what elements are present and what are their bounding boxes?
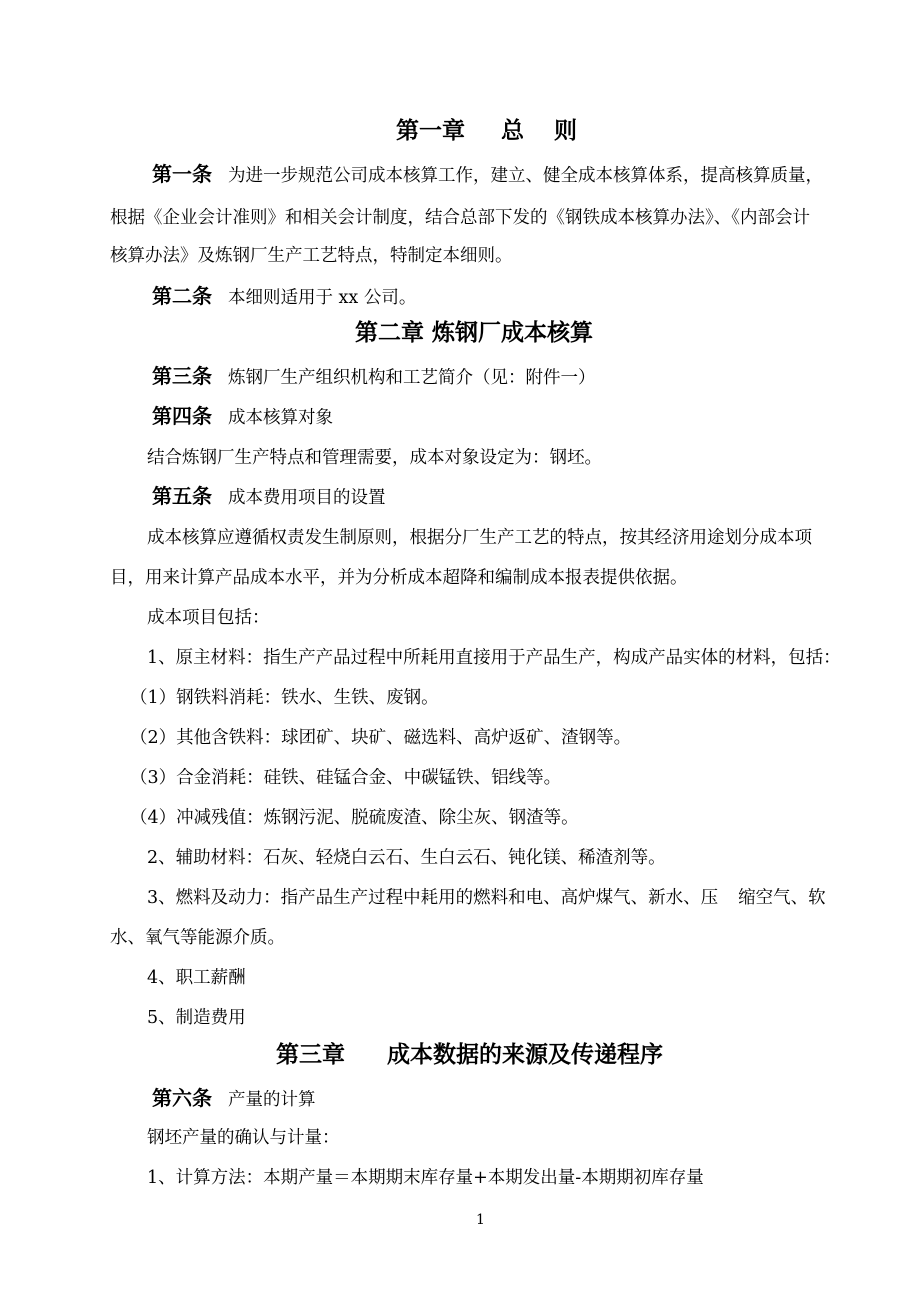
article-5 (152, 484, 386, 510)
chapter-1-title (396, 116, 577, 146)
cost-item-3-part-b: 缩空气、软 (738, 888, 826, 908)
article-6-method: 1、计算方法：本期产量＝本期期末库存量+本期发出量-本期期初库存量 (147, 1168, 704, 1188)
article-1-text: 为进一步规范公司成本核算工作，建立、健全成本核算体系，提高核算质量， (228, 166, 823, 186)
cost-item-1: 1、原主材料：指生产产品过程中所耗用直接用于产品生产，构成产品实体的材料，包括： (147, 648, 841, 668)
article-6-body: 钢坯产量的确认与计量： (147, 1128, 340, 1148)
chapter-1-number: 第一章 (396, 117, 465, 144)
chapter-1-word-b: 则 (554, 117, 577, 144)
article-4 (152, 404, 333, 430)
page-number: 1 (476, 1212, 485, 1228)
cost-item-3-line-2: 水、氧气等能源介质。 (110, 928, 285, 948)
chapter-3-title (276, 1040, 663, 1070)
chapter-2-title: 第二章 炼钢厂成本核算 (355, 319, 594, 346)
chapter-3-number: 第三章 (276, 1041, 345, 1068)
cost-item-1-4: （4）冲减残值：炼钢污泥、脱硫废渣、除尘灰、钢渣等。 (130, 808, 579, 828)
article-5-label: 第五条 (152, 484, 212, 508)
article-4-body: 结合炼钢厂生产特点和管理需要，成本对象设定为：钢坯。 (147, 448, 602, 468)
article-6 (152, 1086, 316, 1112)
cost-item-3-part-a: 3、燃料及动力：指产品生产过程中耗用的燃料和电、高炉煤气、新水、压 (147, 888, 719, 908)
article-2 (152, 284, 416, 310)
article-1-line-1 (152, 162, 823, 188)
cost-item-3-line-1 (147, 886, 826, 910)
cost-item-1-2: （2）其他含铁料：球团矿、块矿、磁选料、高炉返矿、渣钢等。 (130, 728, 632, 748)
article-3-label: 第三条 (152, 364, 212, 388)
article-6-text: 产量的计算 (228, 1090, 316, 1110)
article-2-label: 第二条 (152, 284, 212, 308)
cost-item-1-3: （3）合金消耗：硅铁、硅锰合金、中碳锰铁、铝线等。 (130, 768, 562, 788)
article-1-line-3: 核算办法》及炼钢厂生产工艺特点，特制定本细则。 (110, 246, 513, 266)
chapter-3-text: 成本数据的来源及传递程序 (387, 1041, 663, 1068)
article-3 (152, 364, 596, 390)
article-1-label: 第一条 (152, 162, 212, 186)
article-5-body-2: 目，用来计算产品成本水平，并为分析成本超降和编制成本报表提供依据。 (110, 568, 688, 588)
cost-item-2: 2、辅助材料：石灰、轻烧白云石、生白云石、钝化镁、稀渣剂等。 (147, 848, 666, 868)
cost-item-5: 5、制造费用 (147, 1008, 246, 1028)
article-4-text: 成本核算对象 (228, 408, 333, 428)
cost-item-4: 4、职工薪酬 (147, 968, 246, 988)
article-5-text: 成本费用项目的设置 (228, 488, 386, 508)
article-1-line-2: 根据《企业会计准则》和相关会计制度，结合总部下发的《钢铁成本核算办法》、《内部会计 (110, 208, 810, 228)
article-5-body-1: 成本核算应遵循权责发生制原则，根据分厂生产工艺的特点，按其经济用途划分成本项 (147, 528, 812, 548)
cost-item-1-1: （1）钢铁料消耗：铁水、生铁、废钢。 (130, 688, 439, 708)
article-3-text: 炼钢厂生产组织机构和工艺简介（见：附件一） (228, 368, 596, 388)
article-6-label: 第六条 (152, 1086, 212, 1110)
article-2-text: 本细则适用于 xx 公司。 (228, 288, 417, 308)
chapter-1-word-a: 总 (501, 117, 524, 144)
cost-items-intro: 成本项目包括： (147, 608, 270, 628)
article-4-label: 第四条 (152, 404, 212, 428)
